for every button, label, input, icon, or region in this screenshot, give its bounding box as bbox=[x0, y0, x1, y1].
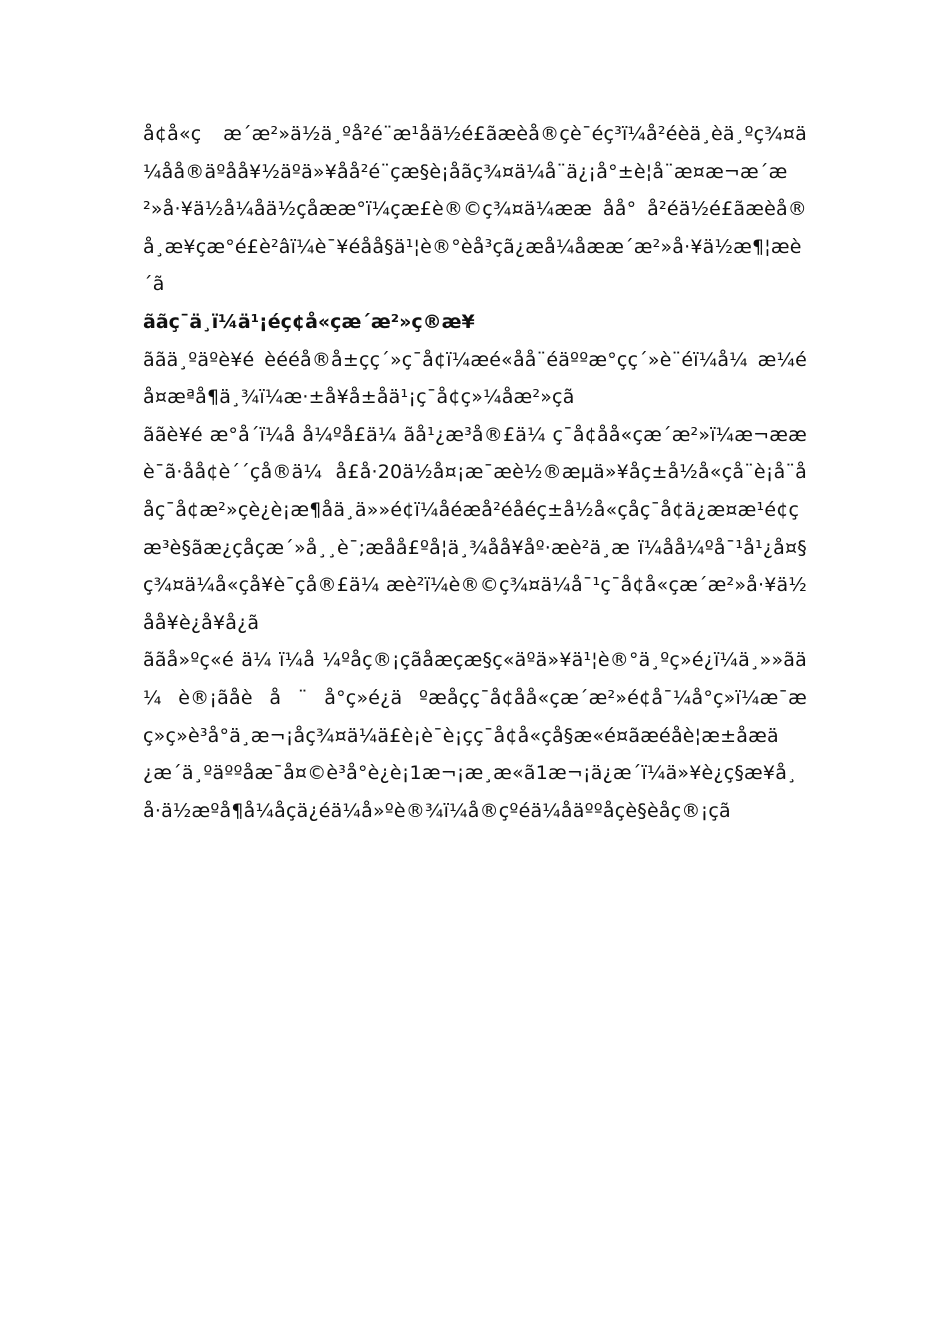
paragraph-2: ããä¸ºäºè¥é èééå®å±çç´»ç¯å¢ï¼æé«åå¨éäººæ°çç´»è¨éï¼å¼ æ¼éå¤æªå¶ä¸¾ï¼æ·±å¥å±åä¹¡ç¯å¢ç»¼åæ²»çã bbox=[143, 348, 807, 409]
paragraph-3: ããè¥é æ°å´ï¼å å¼ºå£ä¼ ãå¹¿æ³å®£ä¼ ç¯å¢åå«çæ´æ²»ï¼æ¬ææ è¯ã·åå¢è´´çå®ä¼ å£å·20ä½å¤¡æ¯æè½®æµä»¥åç±å½å«çå¨è¡å¨ååç¯å¢æ²»çè¿è¡æ¶åä¸ä»»é¢ï¼åéæå²éåéç±å½å«çåç¯å¢ä¿æ¤æ¹é¢çæ³è§ãæ¿çåçæ´»å¸¸è¯;æåå£ºå¦ä¸¾åå¥åº·æè²ä¸æ ï¼åå¼ºå¯¹å¹¿å¤§ç¾¤ä¼å«çå¥è¯çå®£ä¼ æè²ï¼è®©ç¾¤ä¼å¯¹ç¯å¢å«çæ´æ²»å·¥ä½åå¥è¿å¥å¿ã bbox=[143, 423, 807, 634]
paragraph-4: ããå»ºç«é ä¼ ï¼å ¼ºåç®¡çãåæçæ§ç«äºä»¥ä¹¦è®°ä¸ºç»é¿ï¼ä¸»»ãä¼ è®¡ãåè å ¨ å°ç»é¿ä ºæåçç¯å¢åå«çæ´æ²»é¢å¯¼å°ç»ï¼æ¯æç»ç»è³å°ä¸æ¬¡åç¾¤ä¼ä£è¡è¯è¡çç¯å¢å«çå§æ«é¤ãæéåè¦æ±åæä¿æ´ä¸ºäººåæ¯å¤©è³å°è¿è¡1æ¬¡æ¸æ«ã1æ¬¡ä¿æ´ï¼ä»¥è¿ç§æ¥å¸å·ä½æºå¶å¼åçä¿éä¼å»ºè®¾ï¼å®çºéä¼åäººåçè§èåç®¡çã bbox=[143, 649, 807, 822]
paragraph-1: å¢å«ç æ´æ²»ä½ä¸ºå²é¨æ¹åä½é£ãæèå®çè¯éç³ï¼å²éèä¸èä¸ºç¾¤ä¼åå®äºåå¥½äºä»¥åå²é¨çæ§è¡åãç¾¤ä¼å¨ä¿¡å°±è¦å¨æ¤æ¬æ´æ²»å·¥ä½å¼åä½çåææ°ï¼çæ£è®©ç¾¤ä¼ææ åå° å²éä½é£ãæèå®å¸æ¥çæ°é£è²âï¼è¯¥éåå§ä¹¦è®°èå³çã¿æå¼åææ´æ²»å·¥ä½æ¶¦æè´ã bbox=[143, 123, 807, 296]
document-body bbox=[143, 116, 807, 830]
section-heading: ããç¯ä¸ï¼ä¹¡éç¢å«çæ´æ²»ç®æ¥ bbox=[143, 310, 475, 333]
